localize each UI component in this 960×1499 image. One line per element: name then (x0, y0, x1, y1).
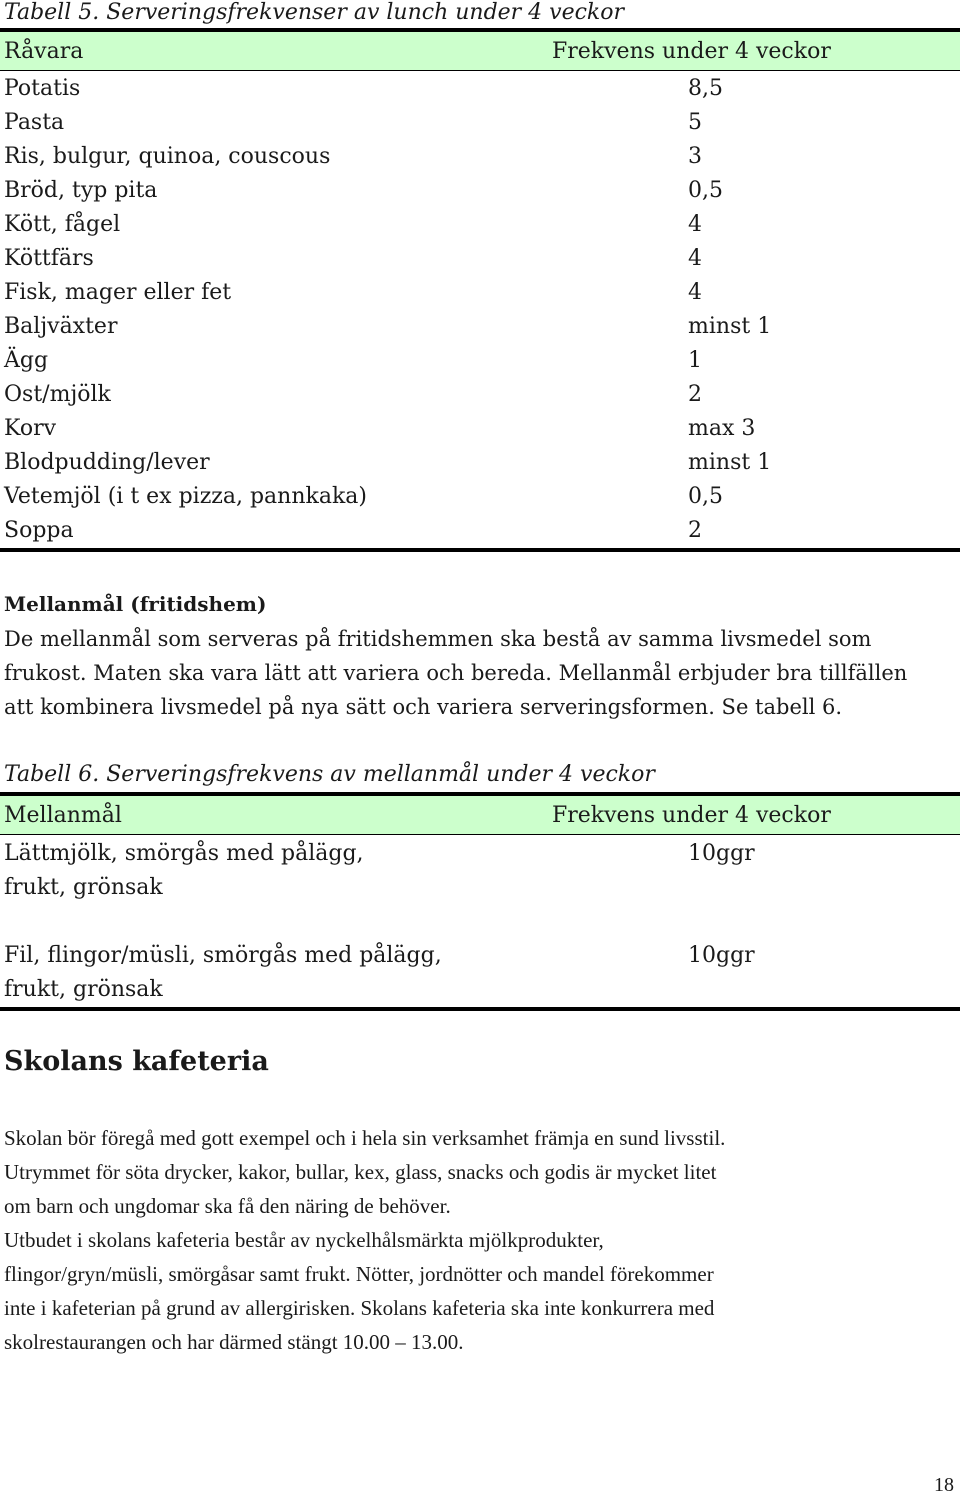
table5-bottom-rule (0, 548, 960, 552)
table6-caption: Tabell 6. Serveringsfrekvens av mellanmål under 4 veckor (4, 762, 655, 787)
row-name (4, 939, 442, 1007)
row-name-line: Lättmjölk, smörgås med pålägg, (4, 841, 364, 866)
mellanmal-paragraph (4, 622, 954, 724)
row-name: Bröd, typ pita (4, 178, 158, 203)
row-value: 5 (688, 110, 702, 135)
row-name: Potatis (4, 76, 81, 101)
kafeteria-paragraph (4, 1121, 959, 1359)
table-row (0, 208, 960, 242)
row-value: 2 (688, 382, 702, 407)
row-name: Soppa (4, 518, 74, 543)
table-row (0, 242, 960, 276)
row-name: Ost/mjölk (4, 382, 111, 407)
row-name: Blodpudding/lever (4, 450, 210, 475)
paragraph-line: om barn och ungdomar ska få den näring de behöver. (4, 1194, 451, 1218)
row-name (4, 837, 364, 905)
row-value: 3 (688, 144, 702, 169)
kafeteria-heading: Skolans kafeteria (4, 1046, 269, 1077)
paragraph-line: inte i kafeterian på grund av allergirisken. Skolans kafeteria ska inte konkurrera med (4, 1296, 715, 1320)
row-value: max 3 (688, 416, 756, 441)
paragraph-line: frukost. Maten ska vara lätt att variera och bereda. Mellanmål erbjuder bra tillfällen (4, 661, 908, 685)
row-value: 10ggr (688, 943, 755, 968)
row-name: Pasta (4, 110, 65, 135)
row-value: 10ggr (688, 841, 755, 866)
table-row (0, 344, 960, 378)
row-value: 1 (688, 348, 702, 373)
page-number: 18 (934, 1474, 954, 1496)
row-name-line: frukt, grönsak (4, 875, 163, 900)
paragraph-line: De mellanmål som serveras på fritidshemmen ska bestå av samma livsmedel som (4, 627, 872, 651)
table-row (0, 106, 960, 140)
row-name: Baljväxter (4, 314, 118, 339)
table-row (0, 276, 960, 310)
row-name: Vetemjöl (i t ex pizza, pannkaka) (4, 484, 367, 509)
row-value: minst 1 (688, 314, 772, 339)
table-row (0, 174, 960, 208)
row-value: 4 (688, 280, 702, 305)
table-row (0, 378, 960, 412)
paragraph-line: Utbudet i skolans kafeteria består av nyckelhålsmärkta mjölkprodukter, (4, 1228, 604, 1252)
row-name: Kött, fågel (4, 212, 121, 237)
row-name: Ägg (4, 348, 49, 373)
row-value: 2 (688, 518, 702, 543)
table-row (0, 446, 960, 480)
table6-header-col1: Mellanmål (4, 803, 122, 828)
row-name-line: frukt, grönsak (4, 977, 163, 1002)
paragraph-line: Skolan bör föregå med gott exempel och i hela sin verksamhet främja en sund livsstil. (4, 1126, 726, 1150)
row-value: 0,5 (688, 178, 723, 203)
row-value: 4 (688, 212, 702, 237)
row-value: 4 (688, 246, 702, 271)
table-row (0, 72, 960, 106)
paragraph-line: Utrymmet för söta drycker, kakor, bullar, kex, glass, snacks och godis är mycket litet (4, 1160, 717, 1184)
table5-header (0, 32, 960, 71)
row-name: Ris, bulgur, quinoa, couscous (4, 144, 331, 169)
mellanmal-title: Mellanmål (fritidshem) (4, 592, 267, 616)
row-value: 8,5 (688, 76, 723, 101)
row-name: Fisk, mager eller fet (4, 280, 232, 305)
row-name: Korv (4, 416, 57, 441)
table5-header-col2: Frekvens under 4 veckor (552, 39, 831, 64)
table-row (0, 939, 960, 1007)
table5-caption: Tabell 5. Serveringsfrekvenser av lunch under 4 veckor (4, 0, 625, 25)
table-row (0, 514, 960, 548)
table-row (0, 140, 960, 174)
table-row (0, 412, 960, 446)
paragraph-line: att kombinera livsmedel på nya sätt och variera serveringsformen. Se tabell 6. (4, 695, 843, 719)
row-name: Köttfärs (4, 246, 94, 271)
row-value: minst 1 (688, 450, 772, 475)
paragraph-line: flingor/gryn/müsli, smörgåsar samt frukt. Nötter, jordnötter och mandel förekommer (4, 1262, 714, 1286)
table6-header (0, 796, 960, 835)
paragraph-line: skolrestaurangen och har därmed stängt 10.00 – 13.00. (4, 1330, 464, 1354)
table6-bottom-rule (0, 1007, 960, 1011)
row-value: 0,5 (688, 484, 723, 509)
table5-header-col1: Råvara (4, 39, 84, 64)
table-row (0, 837, 960, 905)
table6-header-col2: Frekvens under 4 veckor (552, 803, 831, 828)
row-name-line: Fil, flingor/müsli, smörgås med pålägg, (4, 943, 442, 968)
table-row (0, 480, 960, 514)
table-row (0, 310, 960, 344)
